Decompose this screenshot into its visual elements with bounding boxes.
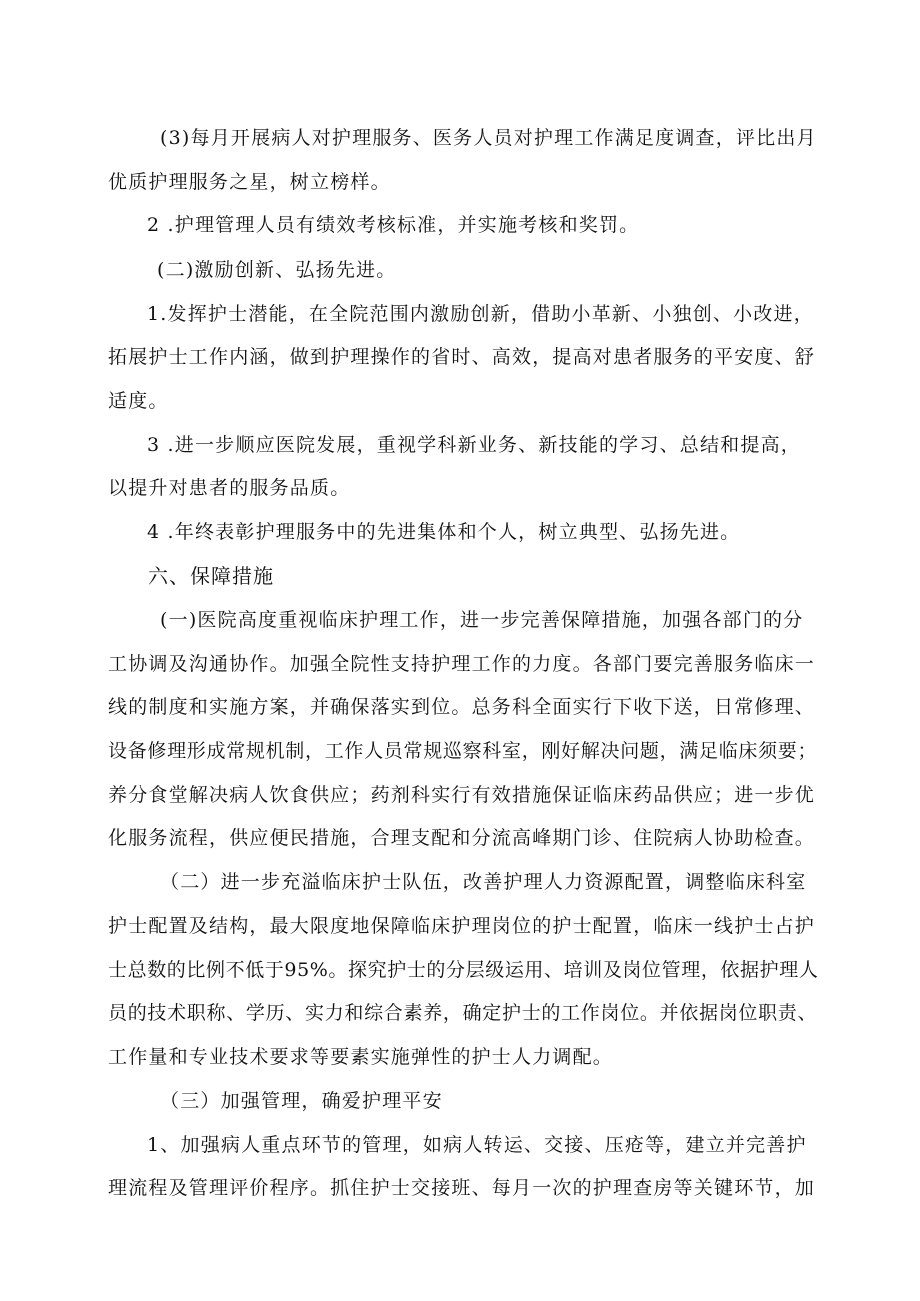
paragraph-line: (一)医院高度重视临床护理工作，进一步完善保障措施，加强各部门的分 <box>160 609 804 631</box>
paragraph-line: 以提升对患者的服务品质。 <box>108 477 351 499</box>
section-subheading: (二)激励创新、弘扬先进。 <box>157 259 397 281</box>
paragraph-line: 设备修理形成常规机制，工作人员常规巡察科室，刚好解决问题，满足临床须要； <box>108 740 818 762</box>
paragraph-line: 化服务流程，供应便民措施，合理支配和分流高峰期门诊、住院病人协助检查。 <box>108 827 816 849</box>
section-subheading: （三）加强管理，确爱护理平安 <box>160 1090 443 1112</box>
section-heading: 六、保障措施 <box>148 564 274 588</box>
paragraph-line: 护士配置及结构，最大限度地保障临床护理岗位的护士配置，临床一线护士占护 <box>108 915 816 937</box>
paragraph-line: 适度。 <box>108 390 169 412</box>
paragraph-line: 理流程及管理评价程序。抓住护士交接班、每月一次的护理查房等关键环节，加 <box>108 1177 816 1199</box>
paragraph-line: 2 .护理管理人员有绩效考核标准，并实施考核和奖罚。 <box>147 214 640 236</box>
paragraph-line: 工作量和专业技术要求等要素实施弹性的护士人力调配。 <box>108 1046 614 1068</box>
paragraph-line: 优质护理服务之星，树立榜样。 <box>108 171 391 193</box>
paragraph-line: 工协调及沟通协作。加强全院性支持护理工作的力度。各部门要完善服务临床一 <box>108 653 816 675</box>
paragraph-line: 1、加强病人重点环节的管理，如病人转运、交接、压疮等，建立并完善护 <box>147 1134 807 1156</box>
paragraph-line: 1.发挥护士潜能，在全院范围内激励创新，借助小革新、小独创、小改进， <box>147 303 814 325</box>
paragraph-line: （二）进一步充溢临床护士队伍，改善护理人力资源配置，调整临床科室 <box>160 871 807 893</box>
paragraph-line: 拓展护士工作内涵，做到护理操作的省时、高效，提高对患者服务的平安度、舒 <box>108 346 816 368</box>
paragraph-line: 养分食堂解决病人饮食供应；药剂科实行有效措施保证临床药品供应；进一步优 <box>108 784 816 806</box>
paragraph-line: 士总数的比例不低于95%。探究护士的分层级运用、培训及岗位管理，依据护理人 <box>108 959 819 981</box>
paragraph-line: 员的技术职称、学历、实力和综合素养，确定护士的工作岗位。并依据岗位职责、 <box>108 1002 818 1024</box>
paragraph-line: 线的制度和实施方案，并确保落实到位。总务科全面实行下收下送，日常修理、 <box>108 696 816 718</box>
paragraph-line: 4 .年终表彰护理服务中的先进集体和个人，树立典型、弘扬先进。 <box>147 521 741 543</box>
paragraph-line: 3 .进一步顺应医院发展，重视学科新业务、新技能的学习、总结和提高， <box>147 434 801 456</box>
paragraph-line: (3)每月开展病人对护理服务、医务人员对护理工作满足度调查，评比出月 <box>160 127 817 149</box>
